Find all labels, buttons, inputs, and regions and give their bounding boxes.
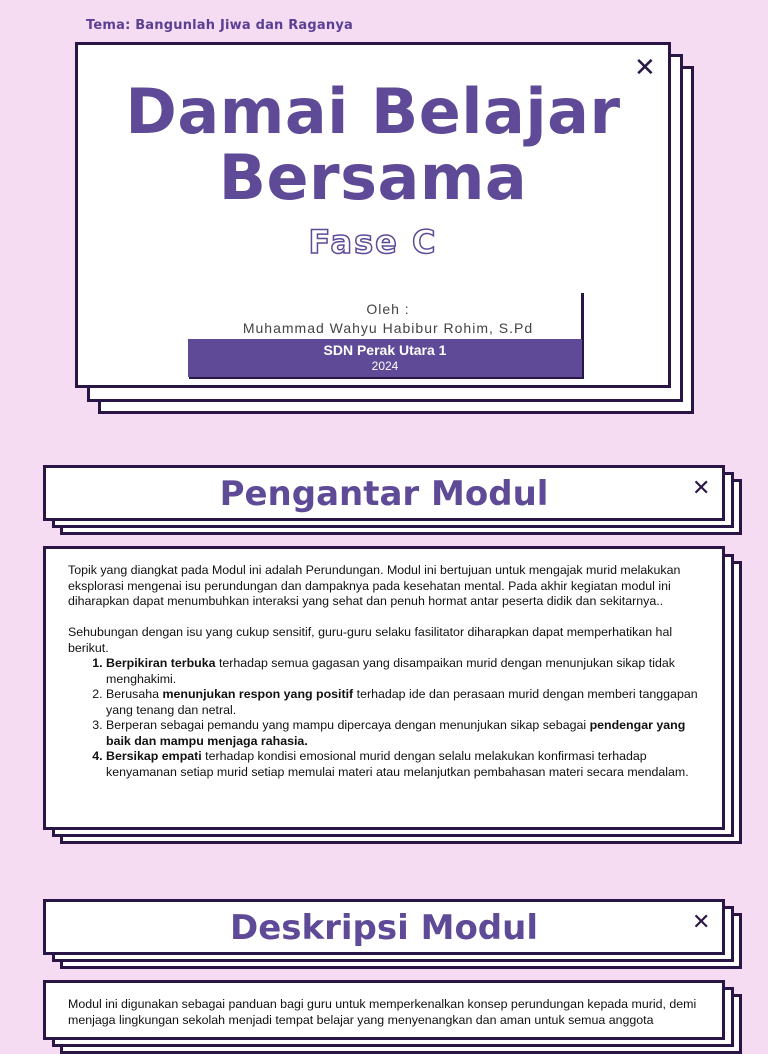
desc-body [43,980,725,1040]
school-year: 2024 [371,359,399,373]
list-item: 4. Bersikap empati terhadap kondisi emosional murid dengan selalu melakukan konfirmasi terhadap kenyamanan setiap murid setiap memulai materi atau melanjutkan pembahasan materi secara mendalam. [106,749,704,780]
desc-header [43,899,725,955]
description-title: Deskripsi Modul [229,908,538,948]
cover-title-line1: Damai Belajar [125,75,621,148]
close-icon[interactable]: ✕ [634,53,656,83]
phase-label: Fase C [308,223,438,261]
list-item: 1. Berpikiran terbuka terhadap semua gagasan yang disampaikan murid dengan menunjukan sikap tidak menghakimi. [106,656,704,687]
school-name: SDN Perak Utara 1 [323,342,447,358]
intro-paragraph-2: Sehubungan dengan isu yang cukup sensitif, guru-guru selaku fasilitator diharapkan dapat memperhatikan hal berikut. [68,625,673,655]
intro-paragraph-1: Topik yang diangkat pada Modul ini adalah Perundungan. Modul ini bertujuan untuk mengajak murid melakukan eksplorasi mengenai isu perundungan dan dampaknya pada kesehatan mental. Pada akhir kegiatan modul ini diharapkan dapat menumbuhkan interaksi yang sehat dan penuh hormat antar peserta didik dan sekitarnya.. [68,563,681,608]
intro-list [68,656,704,780]
by-label: Oleh : [366,301,410,317]
description-text: Modul ini digunakan sebagai panduan bagi guru untuk memperkenalkan konsep perundungan kepada murid, demi menjaga lingkungan sekolah menjadi tempat belajar yang menyenangkan dan aman untuk semua anggota [68,997,697,1027]
list-item: 3. Berperan sebagai pemandu yang mampu dipercaya dengan menunjukan sikap sebagai pendengar yang baik dan mampu menjaga rahasia. [106,718,704,749]
close-icon[interactable]: ✕ [692,476,711,501]
theme-label: Tema: Bangunlah Jiwa dan Raganya [86,18,353,33]
close-icon[interactable]: ✕ [692,910,711,935]
cover-title [78,75,668,214]
intro-title: Pengantar Modul [219,474,549,514]
intro-spacer [68,610,704,626]
cover-title-line2: Bersama [218,141,528,214]
list-item: 2. Berusaha menunjukan respon yang positif terhadap ide dan perasaan murid dengan memberi tanggapan yang tenang dan netral. [106,687,704,718]
intro-body [43,546,725,830]
school-banner [188,339,582,377]
intro-text [68,563,704,780]
author-name: Muhammad Wahyu Habibur Rohim, S.Pd [242,320,534,336]
cover-card [75,42,671,388]
intro-header [43,465,725,521]
